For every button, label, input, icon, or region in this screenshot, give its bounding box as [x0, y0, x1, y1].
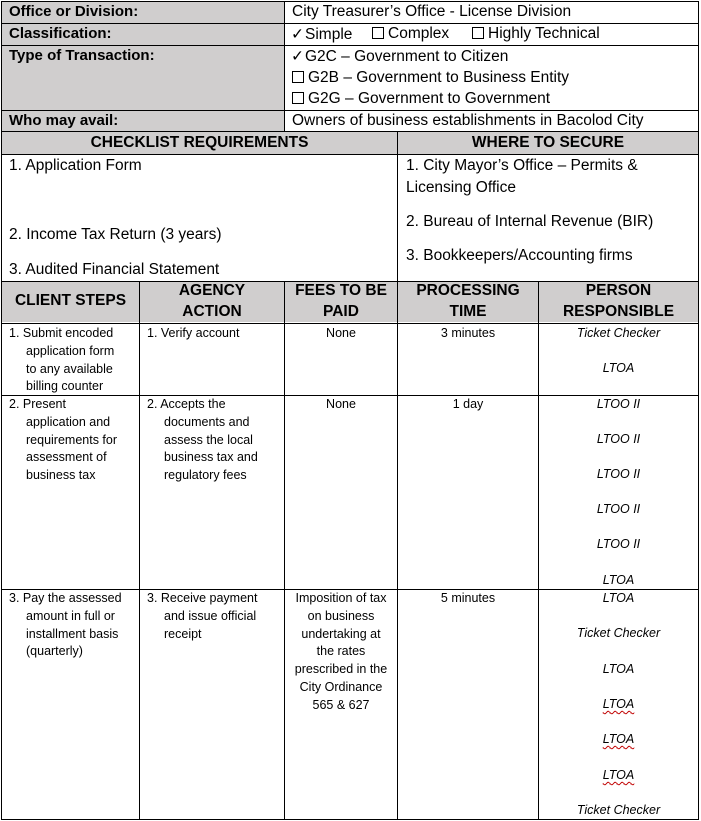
client-step-line: installment basis [26, 626, 119, 641]
column-header-line: RESPONSIBLE [562, 302, 675, 320]
requirement-item: 3. Audited Financial Statement [9, 261, 220, 278]
column-header-line: FEES TO BE [295, 282, 387, 299]
client-step-line: 3. Pay the assessed [9, 591, 122, 605]
client-step-line: billing counter [26, 379, 104, 394]
person-responsible-text: LTOA [602, 697, 635, 711]
agency-action-line: 1. Verify account [147, 326, 240, 340]
source-item: Licensing Office [406, 179, 516, 196]
column-header-line: PROCESSING [416, 282, 520, 299]
client-step-line: amount in full or [26, 608, 115, 623]
source-item: 1. City Mayor’s Office – Permits & [406, 157, 638, 174]
rule [397, 281, 398, 820]
classification-option-highly-technical [472, 25, 600, 43]
where-to-secure-header: WHERE TO SECURE [471, 134, 625, 151]
classification-option-label: Highly Technical [488, 25, 600, 42]
classification-option-label: Complex [388, 25, 450, 42]
fees-line: None [326, 326, 356, 340]
processing-time-3: 5 minutes [440, 591, 496, 605]
client-step-line: 1. Submit encoded [9, 326, 114, 340]
person-responsible: Ticket Checker [576, 326, 661, 340]
source-item: 2. Bureau of Internal Revenue (BIR) [406, 213, 654, 230]
agency-action-2 [147, 396, 258, 485]
classification-option-label: Simple [305, 26, 353, 43]
fees-1 [285, 325, 397, 343]
checkbox-empty-icon [292, 71, 304, 83]
rule [139, 281, 140, 820]
check-icon: ✓ [291, 48, 304, 65]
column-header-line: PERSON [585, 282, 652, 299]
person-responsible: LTOO II [596, 467, 641, 481]
column-header-line: TIME [449, 302, 487, 320]
rule [1, 323, 699, 324]
person-responsible: LTOA [602, 573, 635, 587]
checkbox-empty-icon [472, 27, 484, 39]
person-responsible: LTOO II [596, 397, 641, 411]
requirement-item: 2. Income Tax Return (3 years) [9, 226, 222, 243]
column-header-client-steps: CLIENT STEPS [14, 292, 127, 309]
rule [1, 1, 699, 2]
person-responsible: LTOO II [596, 432, 641, 446]
fees-line: City Ordinance [299, 679, 383, 694]
transaction-option-g2c [291, 47, 508, 66]
fees-line: None [326, 397, 356, 411]
office-value: City Treasurer’s Office - License Division [292, 3, 572, 20]
person-responsible: LTOA [602, 361, 635, 375]
agency-action-line: 2. Accepts the [147, 397, 226, 411]
rule [1, 45, 699, 46]
transaction-option-label: G2B – Government to Business Entity [308, 69, 570, 86]
client-step-3 [9, 590, 122, 661]
client-step-line: business tax [26, 468, 96, 483]
column-header-line: ACTION [182, 302, 242, 320]
agency-action-line: assess the local [164, 432, 253, 447]
client-step-2 [9, 396, 117, 485]
rule [698, 1, 699, 820]
transaction-option-g2b [292, 69, 569, 87]
checklist-requirements-header: CHECKLIST REQUIREMENTS [90, 134, 309, 151]
rule [284, 1, 285, 132]
processing-time-1: 3 minutes [440, 326, 496, 340]
client-step-line: requirements for [26, 432, 118, 447]
column-header-fees [285, 281, 397, 322]
classification-label: Classification: [9, 25, 112, 42]
transaction-option-g2g [292, 90, 550, 108]
agency-action-line: 3. Receive payment [147, 591, 258, 605]
client-step-line: to any available [26, 361, 113, 376]
client-step-1 [9, 325, 114, 396]
rule [284, 281, 285, 820]
client-step-line: application form [26, 343, 115, 358]
avail-label: Who may avail: [9, 112, 119, 129]
checkbox-empty-icon [372, 27, 384, 39]
person-responsible-text: LTOA [602, 732, 635, 746]
fees-3 [285, 590, 397, 715]
client-step-line: (quarterly) [26, 644, 83, 659]
agency-action-line: receipt [164, 626, 202, 641]
person-responsible: Ticket Checker [576, 803, 661, 817]
fees-line: prescribed in the [294, 662, 388, 677]
column-header-agency-action [140, 281, 284, 322]
rule [1, 23, 699, 24]
column-header-person-responsible [539, 281, 698, 322]
checkbox-empty-icon [292, 92, 304, 104]
person-responsible: LTOO II [596, 502, 641, 516]
agency-action-3 [147, 590, 257, 643]
client-step-line: application and [26, 414, 111, 429]
column-header-processing-time [398, 281, 538, 322]
avail-value: Owners of business establishments in Bacolod City [292, 112, 644, 129]
rule [1, 110, 699, 111]
fees-line: Imposition of tax [295, 591, 387, 605]
transaction-label: Type of Transaction: [9, 47, 155, 64]
agency-action-1 [147, 325, 239, 343]
rule [1, 1, 2, 820]
agency-action-line: business tax and [164, 450, 258, 465]
client-step-line: assessment of [26, 450, 107, 465]
classification-option-simple [291, 25, 352, 44]
person-responsible [539, 696, 698, 714]
transaction-option-label: G2G – Government to Government [308, 90, 551, 107]
agency-action-line: documents and [164, 414, 250, 429]
column-header-line: AGENCY [178, 282, 246, 299]
person-responsible: Ticket Checker [576, 626, 661, 640]
fees-line: the rates [316, 644, 366, 659]
agency-action-line: and issue official [164, 608, 257, 623]
client-step-line: 2. Present [9, 397, 66, 411]
person-responsible: LTOO II [596, 537, 641, 551]
processing-time-2: 1 day [452, 397, 484, 411]
office-label: Office or Division: [9, 3, 139, 20]
person-responsible-text: LTOA [602, 768, 635, 782]
transaction-option-label: G2C – Government to Citizen [305, 48, 509, 65]
column-header-line: PAID [323, 302, 359, 320]
person-responsible [539, 767, 698, 785]
classification-option-complex [372, 25, 449, 43]
person-responsible: LTOA [602, 662, 635, 676]
agency-action-line: regulatory fees [164, 468, 247, 483]
rule [1, 131, 699, 132]
fees-line: undertaking at [301, 626, 381, 641]
person-responsible [539, 731, 698, 749]
fees-line: on business [307, 608, 375, 623]
fees-line: 565 & 627 [312, 697, 370, 712]
rule [397, 131, 398, 282]
check-icon: ✓ [291, 26, 304, 43]
fees-2 [285, 396, 397, 414]
person-responsible: LTOA [602, 591, 635, 605]
source-item: 3. Bookkeepers/Accounting firms [406, 247, 633, 264]
requirement-item: 1. Application Form [9, 157, 142, 174]
